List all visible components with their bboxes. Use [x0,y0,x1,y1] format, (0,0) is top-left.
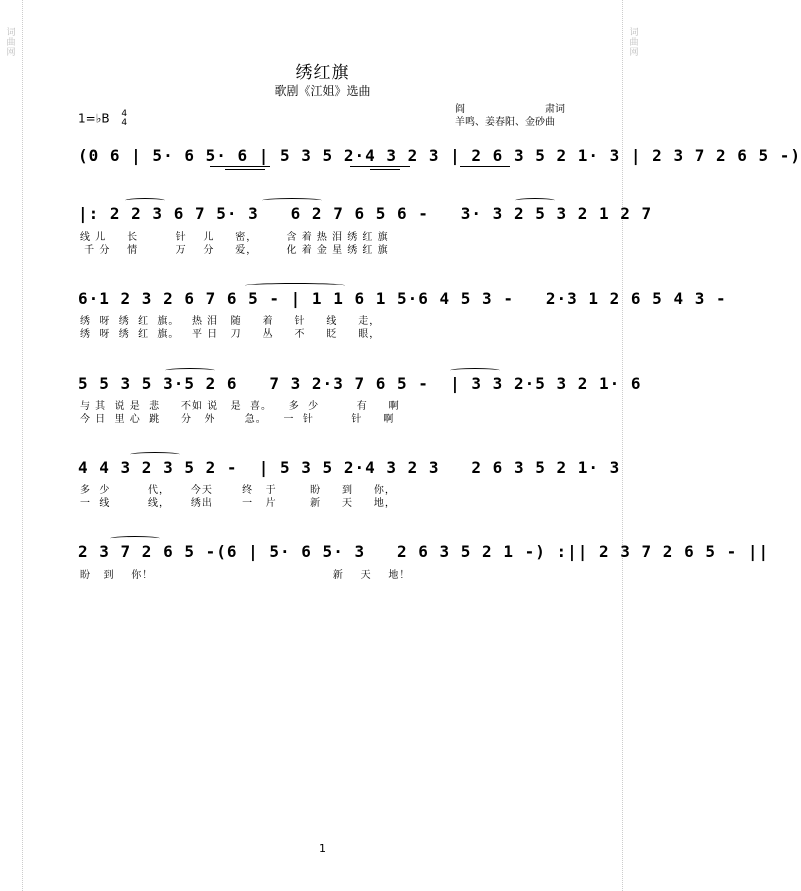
slur-mark [515,198,555,203]
lyric-line-3b: 绣 呀 绣 红 旗。 平 日 刀 丛 不 眨 眼， [80,329,381,340]
lyricist-surname: 阎 [455,104,465,115]
song-title: 绣红旗 [295,63,350,83]
key-signature [78,110,127,128]
score-line-5: 4 4 3 2 3 5 2 - | 5 3 5 2·4 3 2 3 2 6 3 5 2 1· 3 [78,458,621,477]
slur-mark [165,368,215,373]
lyric-line-2a: 线 儿 长 针 儿 密， 含 着 热 泪 绣 红 旗 [80,232,389,243]
left-watermark-strip [0,0,23,891]
beam-underline [225,169,265,170]
score-line-4: 5 5 3 5 3·5 2 6 7 3 2·3 7 6 5 - | 3 3 2·5 3 2 1· 6 [78,374,642,393]
score-line-3: 6·1 2 3 2 6 7 6 5 - | 1 1 6 1 5·6 4 5 3 - 2·3 1 2 6 5 4 3 - [78,289,727,308]
score-line-1: (0 6 | 5· 6 5· 6 | 5 3 5 2·4 3 2 3 | 2 6 3 5 2 1· 3 | 2 3 7 2 6 5 -) [78,146,801,165]
meter-bottom: 4 [121,118,128,128]
lyric-line-5b: 一 线 线， 绣出 一 片 新 天 地， [80,498,396,509]
beam-underline [350,166,410,167]
lyricist-given: 肃词 [545,104,565,115]
watermark-text: 词 曲 网 [6,28,16,58]
slur-mark [450,368,500,373]
slur-mark [262,198,322,203]
page-number: 1 [319,842,326,855]
lyric-line-2b: 千 分 情 万 分 爱， 化 着 金 星 绣 红 旗 [80,245,389,256]
score-line-2: |: 2 2 3 6 7 5· 3 6 2 7 6 5 6 - 3· 3 2 5 3 2 1 2 7 [78,204,653,223]
slur-mark [110,536,160,541]
beam-underline [210,166,270,167]
composer-credit: 羊鸣、姜春阳、金砂曲 [455,117,555,128]
key-label: 1=♭B [78,111,110,126]
lyric-line-6: 盼 到 你！ 新 天 地！ [80,570,411,581]
right-watermark-strip [622,0,645,891]
slur-mark [130,452,180,457]
score-line-6: 2 3 7 2 6 5 -(6 | 5· 6 5· 3 2 6 3 5 2 1 -) :|| 2 3 7 2 6 5 - || [78,542,770,561]
beam-underline [460,166,510,167]
meter-top: 4 [121,109,128,119]
slur-mark [125,198,165,203]
watermark-text: 词 曲 网 [629,28,639,58]
slur-mark [245,283,345,288]
beam-underline [370,169,400,170]
lyric-line-3a: 绣 呀 绣 红 旗。 热 泪 随 着 针 线 走， [80,316,381,327]
lyric-line-5a: 多 少 代， 今天 终 于 盼 到 你， [80,485,396,496]
time-signature [121,110,127,128]
song-subtitle: 歌剧《江姐》选曲 [274,84,371,98]
lyric-line-4b: 今 日 里 心 跳 分 外 急。 一 针 针 啊 [80,414,395,425]
lyric-line-4a: 与 其 说 是 悲 不如 说 是 喜。 多 少 有 啊 [80,401,400,412]
